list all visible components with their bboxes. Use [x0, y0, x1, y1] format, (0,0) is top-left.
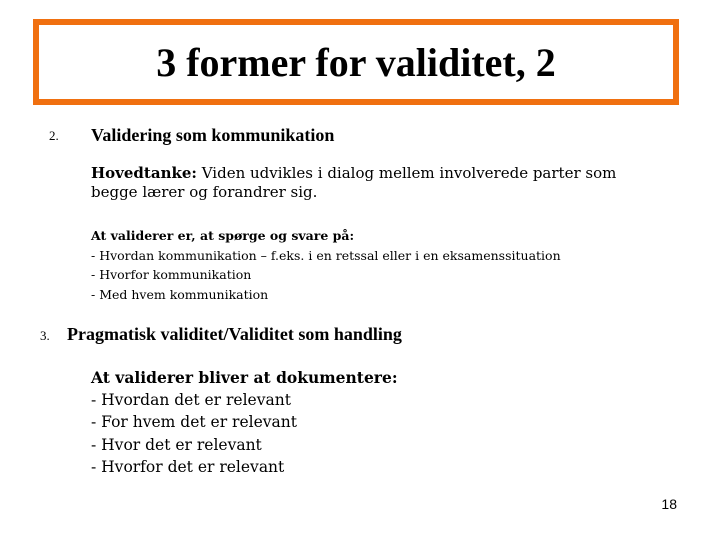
title-box — [33, 19, 679, 105]
page-number: 18 — [661, 496, 677, 512]
section-3-heading: Pragmatisk validitet/Validitet som handling — [67, 324, 402, 344]
list-item: - Hvordan kommunikation – f.eks. i en retssal eller i en eksamenssituation — [91, 247, 561, 263]
list-item: - For hvem det er relevant — [91, 413, 297, 431]
main-idea-block — [91, 166, 616, 204]
list-item: - Hvordan det er relevant — [91, 390, 291, 409]
main-idea-line-2: begge lærer og forandrer sig. — [91, 183, 318, 201]
main-idea-text: Viden udvikles i dialog mellem involverede parter som — [196, 164, 617, 182]
list-item: - Hvorfor det er relevant — [91, 458, 285, 476]
documentation-block — [91, 370, 398, 483]
list-item: - Med hvem kommunikation — [91, 286, 269, 302]
list-item: - Hvorfor kommunikation — [91, 267, 252, 282]
list-item: - Hvor det er relevant — [91, 435, 262, 454]
question-heading: At validerer er, at spørge og svare på: — [91, 228, 355, 243]
slide-title: 3 former for validitet, 2 — [156, 39, 556, 85]
section-3-number: 3. — [40, 328, 50, 343]
main-idea-label: Hovedtanke: — [91, 164, 197, 182]
section-2-heading: Validering som kommunikation — [91, 125, 335, 145]
section-2-number: 2. — [49, 128, 59, 143]
documentation-heading: At validerer bliver at dokumentere: — [91, 368, 398, 387]
question-block — [91, 230, 561, 308]
